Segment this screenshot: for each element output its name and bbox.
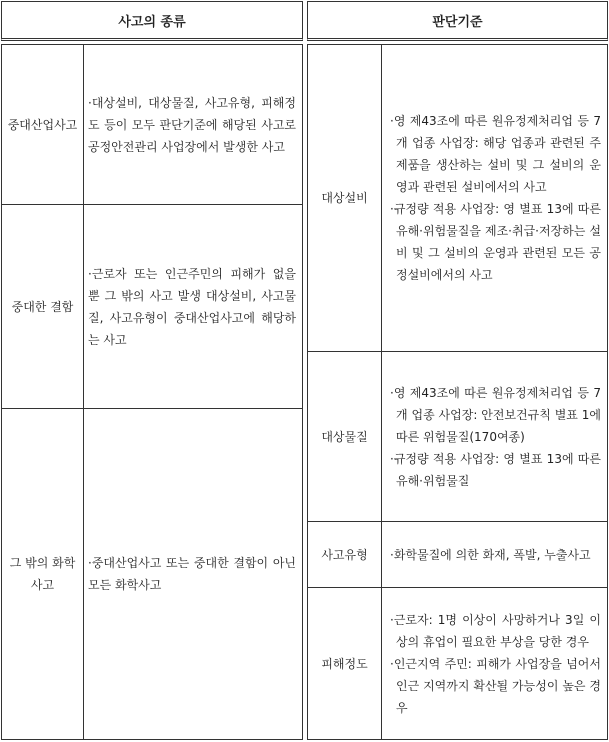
accident-type-header: 사고의 종류 — [1, 1, 303, 41]
accident-type-table — [1, 44, 303, 740]
accident-type-description-text: ·대상설비, 대상물질, 사고유형, 피해정도 등이 모두 판단기준에 해당된 사고로 공정안전관리 사업장에서 발생한 사고 — [88, 95, 296, 154]
accident-type-name-text: 중대산업사고 — [7, 117, 78, 132]
criteria-name — [308, 352, 381, 521]
criteria-table — [307, 44, 608, 740]
criteria-name-text: 피해정도 — [321, 656, 368, 671]
criteria-name — [308, 45, 381, 351]
criteria-name-text: 대상설비 — [321, 191, 368, 205]
criteria-name-text: 사고유형 — [321, 547, 368, 562]
criteria-name — [308, 588, 381, 739]
accident-type-name-text: 그 밖의 화학사고 — [9, 556, 76, 592]
criteria-item: ·영 제43조에 따른 원유정제처리업 등 7개 업종 사업장: 안전보건규칙 별표 1에 따른 위험물질(170여종) — [390, 385, 601, 444]
criteria-item-list — [386, 609, 601, 719]
criteria-name-text: 대상물질 — [321, 429, 368, 444]
criteria-item-list — [386, 382, 601, 492]
criteria-item: ·근로자: 1명 이상이 사망하거나 3일 이상의 휴업이 필요한 부상을 당한 경우 — [390, 612, 601, 649]
criteria-name — [308, 522, 381, 587]
criteria-detail — [382, 45, 607, 351]
accident-type-description — [84, 409, 302, 739]
criteria-item-list — [386, 110, 601, 286]
criteria-item: ·규정량 적용 사업장: 영 별표 13에 따른 유해·위험물질 — [390, 451, 601, 488]
criteria-item: ·규정량 적용 사업장: 영 별표 13에 따른 유해·위험물질을 제조·취급·저장하는 설비 및 그 설비의 운영과 관련된 모든 공정설비에서의 사고 — [390, 202, 601, 282]
criteria-detail — [382, 588, 607, 739]
criteria-item-list — [386, 544, 591, 566]
criteria-item: ·화학물질에 의한 화재, 폭발, 누출사고 — [390, 547, 591, 562]
accident-type-name — [2, 409, 83, 739]
accident-type-description — [84, 205, 302, 408]
accident-type-name-text: 중대한 결함 — [11, 299, 74, 314]
accident-type-description-text: ·중대산업사고 또는 중대한 결함이 아닌 모든 화학사고 — [88, 556, 296, 592]
criteria-detail — [382, 352, 607, 521]
accident-type-description-text: ·근로자 또는 인근주민의 피해가 없을 뿐 그 밖의 사고 발생 대상설비, 사고물질, 사고유형이 중대산업사고에 해당하는 사고 — [88, 266, 296, 347]
criteria-header: 판단기준 — [307, 1, 608, 41]
criteria-item: ·영 제43조에 따른 원유정제처리업 등 7개 업종 사업장: 해당 업종과 관련된 주제품을 생산하는 설비 및 그 설비의 운영과 관련된 설비에서의 사고 — [390, 114, 601, 194]
criteria-item: ·인근지역 주민: 피해가 사업장을 넘어서 인근 지역까지 확산될 가능성이 높은 경우 — [390, 656, 601, 715]
accident-type-name — [2, 45, 83, 204]
accident-type-description — [84, 45, 302, 204]
accident-type-name — [2, 205, 83, 408]
criteria-detail — [382, 522, 607, 587]
